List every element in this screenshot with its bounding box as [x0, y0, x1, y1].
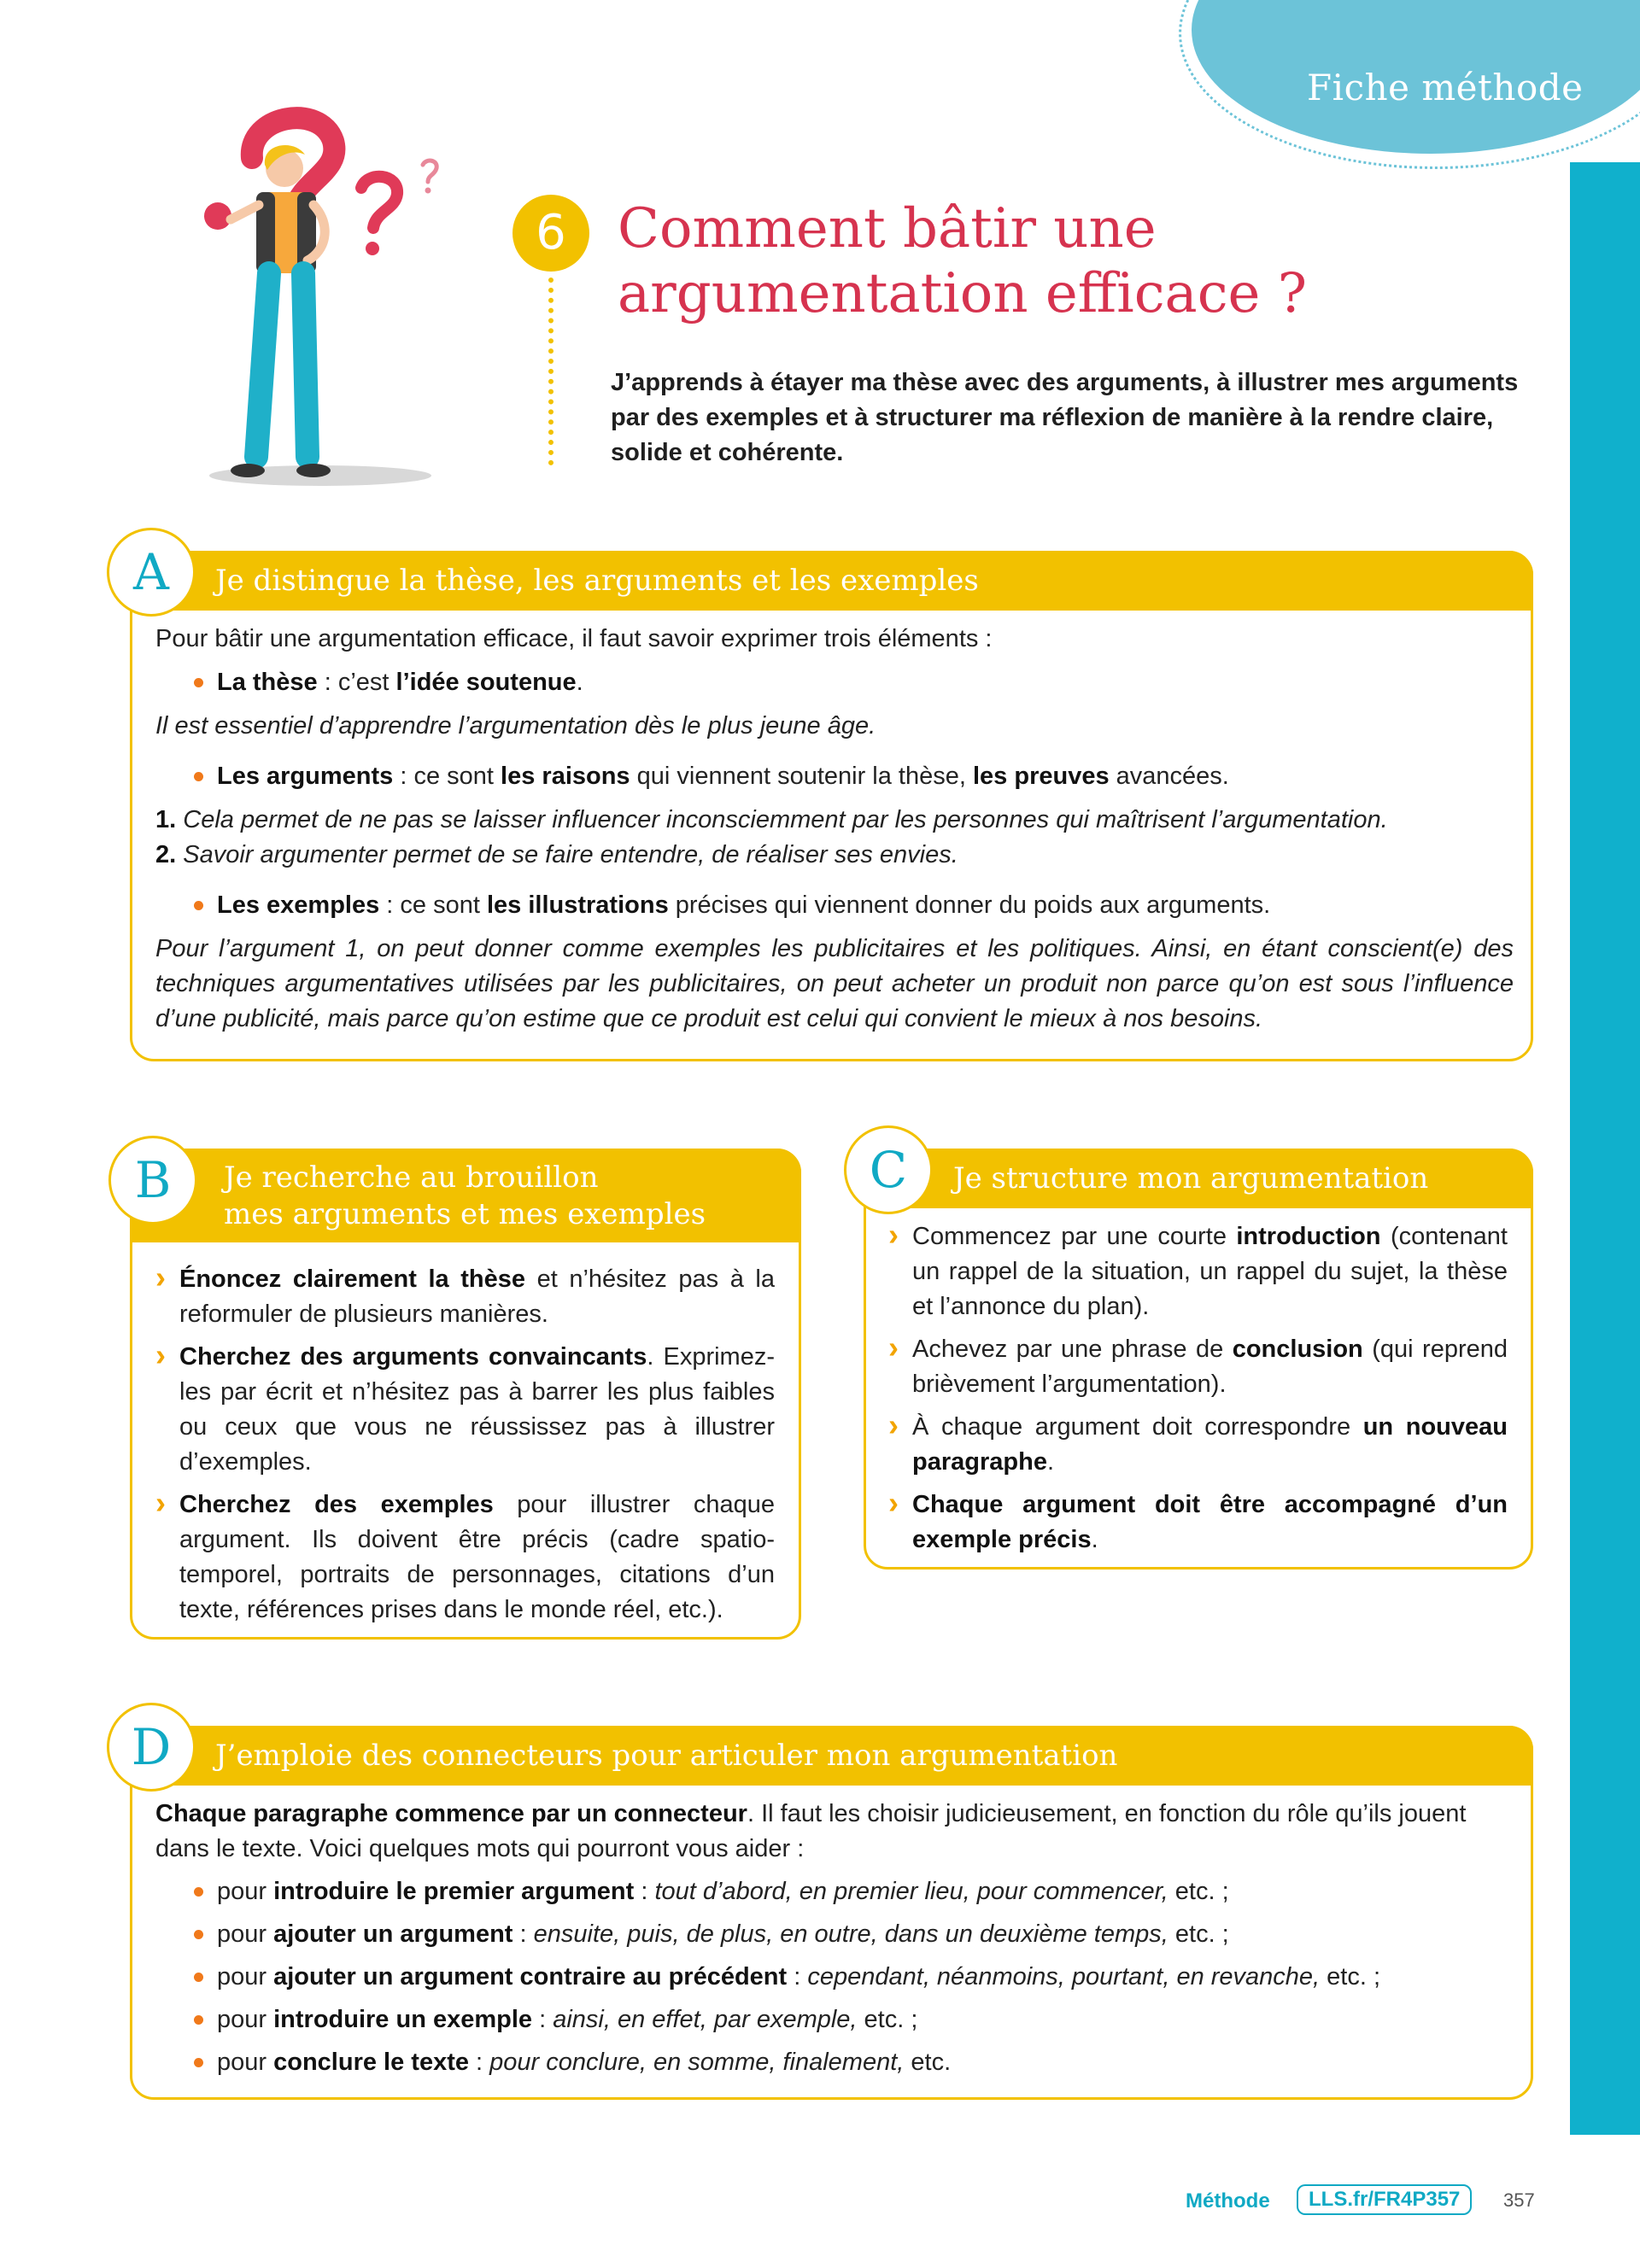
section-c-body [888, 1219, 1508, 1558]
list-item: pour ajouter un argument contraire au précédent : cependant, néanmoins, pourtant, en revanche, etc. ; [155, 1960, 1514, 1995]
section-d-lead: Chaque paragraphe commence par un connecteur. Il faut les choisir judicieusement, en fonction du rôle qu’ils jouent dans le texte. Voici quelques mots qui pourront vous aider : [155, 1800, 1467, 1862]
list-item: Les exemples : ce sont les illustrations précises qui viennent donner du poids aux arguments. [155, 888, 1514, 923]
thinking-person-illustration [167, 98, 474, 491]
list-item: › Achevez par une phrase de conclusion (qui reprend brièvement l’argumentation). [888, 1332, 1508, 1402]
section-a-letter: A [107, 528, 196, 617]
section-c-heading: Je structure mon argumentation [953, 1161, 1429, 1195]
section-a-heading: Je distingue la thèse, les arguments et les exemples [215, 564, 979, 598]
list-item: › À chaque argument doit correspondre un nouveau paragraphe. [888, 1410, 1508, 1480]
list-item: › Cherchez des exemples pour illustrer chaque argument. Ils doivent être précis (cadre spatio-temporel, portraits de personnages, citations d’un texte, références prises dans le monde réel, etc.). [155, 1488, 775, 1628]
section-b-letter: B [108, 1136, 197, 1225]
list-item: › Commencez par une courte introduction (contenant un rappel de la situation, un rappel du sujet, la thèse et l’annonce du plan). [888, 1219, 1508, 1324]
section-d-header [130, 1726, 1533, 1786]
section-d-heading: J’emploie des connecteurs pour articuler mon argumentation [215, 1739, 1118, 1773]
method-number-badge: 6 [512, 195, 589, 272]
section-a-lead: Pour bâtir une argumentation efficace, il faut savoir exprimer trois éléments : [155, 625, 993, 652]
title-line-2: argumentation efficace ? [618, 262, 1308, 325]
argument-1: 1. Cela permet de ne pas se laisser influencer inconsciemment par les personnes qui maîtrisent l’argumentation. [155, 806, 1388, 833]
list-item: pour conclure le texte : pour conclure, en somme, finalement, etc. [155, 2045, 1514, 2080]
footer-section-label: Méthode [1186, 2189, 1270, 2212]
fiche-methode-label: Fiche méthode [1307, 67, 1584, 108]
section-c-header [864, 1149, 1533, 1208]
page-title [618, 196, 1472, 326]
list-item: pour introduire le premier argument : tout d’abord, en premier lieu, pour commencer, etc. ; [155, 1874, 1514, 1909]
list-item: La thèse : c’est l’idée soutenue. [155, 665, 1514, 700]
section-a-header [130, 551, 1533, 611]
list-item: Les arguments : ce sont les raisons qui viennent soutenir la thèse, les preuves avancées. [155, 759, 1514, 794]
list-item: pour ajouter un argument : ensuite, puis, de plus, en outre, dans un deuxième temps, etc. ; [155, 1917, 1514, 1952]
section-c-letter: C [844, 1125, 933, 1214]
list-item: › Cherchez des arguments convaincants. Exprimez-les par écrit et n’hésitez pas à barrer les plus faibles ou ceux que vous ne réussissez pas à illustrer d’exemples. [155, 1340, 775, 1480]
argument-2: 2. Savoir argumenter permet de se faire entendre, de réaliser ses envies. [155, 841, 958, 868]
title-line-1: Comment bâtir une [618, 197, 1157, 260]
list-item: › Chaque argument doit être accompagné d’un exemple précis. [888, 1488, 1508, 1558]
section-d-body [155, 1797, 1514, 2080]
footer-lls-link[interactable]: LLS.fr/FR4P357 [1297, 2184, 1472, 2215]
examples-text: Pour l’argument 1, on peut donner comme exemples les publicitaires et les politiques. Ainsi, en étant conscient(e) des techniques argumentatives utilisées par les publicitaires, on peut acheter un produit non parce qu’on est sous l’influence d’une publicité, mais parce qu’on estime que ce produit est celui qui convient le mieux à nos besoins. [155, 935, 1514, 1032]
section-b-heading-line-1: Je recherche au brouillon [224, 1160, 599, 1195]
side-color-bar [1570, 162, 1640, 2135]
section-b-heading-line-2: mes arguments et mes exemples [224, 1197, 706, 1231]
these-example: Il est essentiel d’apprendre l’argumentation dès le plus jeune âge. [155, 712, 876, 739]
section-b-body [155, 1262, 775, 1628]
section-b-header [130, 1149, 801, 1242]
title-dotted-line [548, 278, 554, 465]
list-item: › Énoncez clairement la thèse et n’hésitez pas à la reformuler de plusieurs manières. [155, 1262, 775, 1332]
page-number: 357 [1503, 2189, 1535, 2211]
list-item: pour introduire un exemple : ainsi, en effet, par exemple, etc. ; [155, 2002, 1514, 2037]
intro-text: J’apprends à étayer ma thèse avec des arguments, à illustrer mes arguments par des exemples et à structurer ma réflexion de manière à la rendre claire, solide et cohérente. [611, 369, 1519, 466]
section-a-body [155, 622, 1514, 1037]
section-d-letter: D [107, 1703, 196, 1792]
